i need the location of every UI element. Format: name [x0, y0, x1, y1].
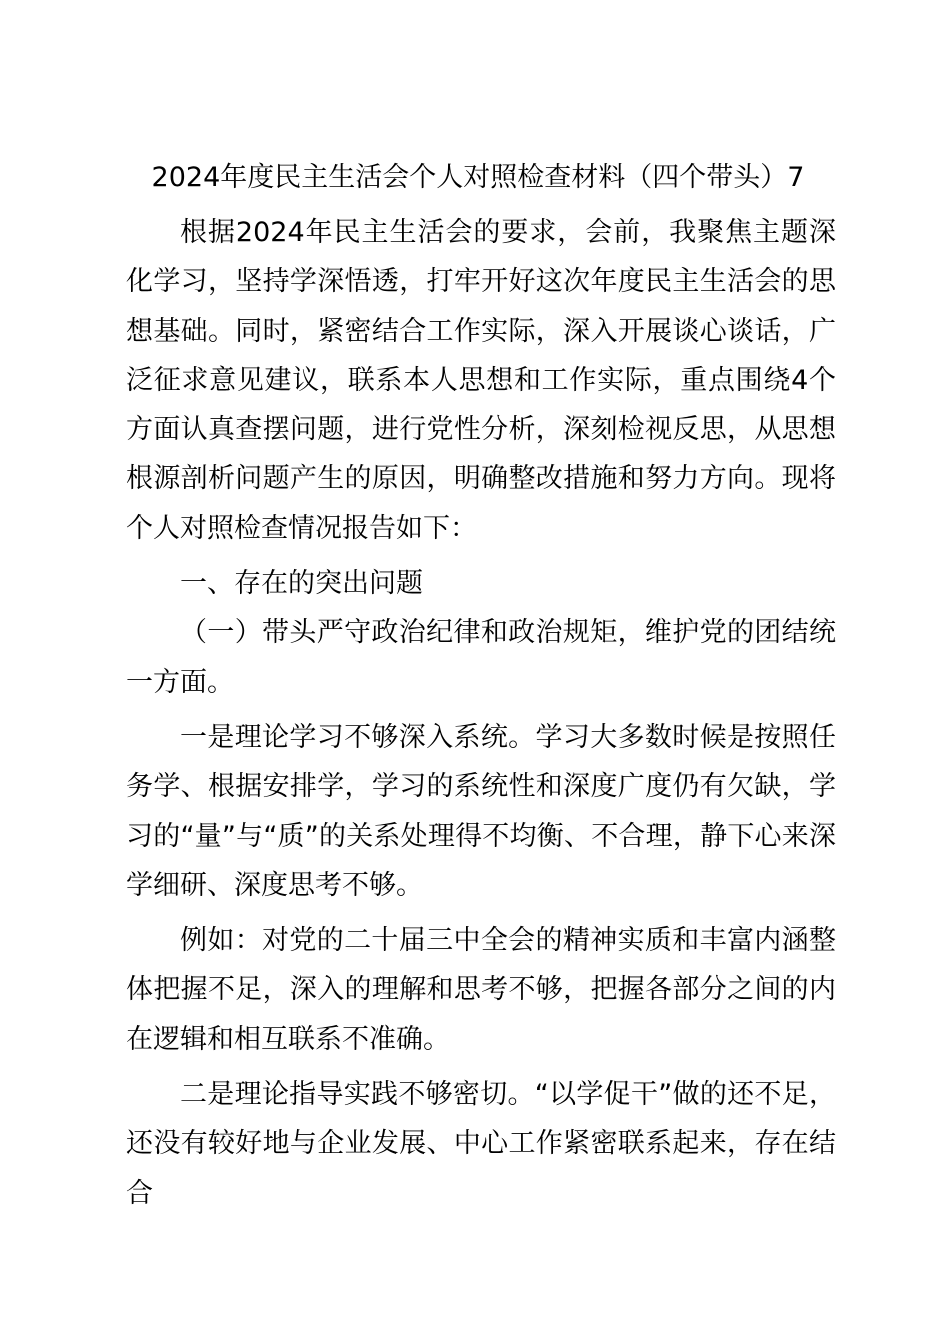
- example-paragraph: 例如：对党的二十届三中全会的精神实质和丰富内涵整体把握不足，深入的理解和思考不够，把握各部分之间的内在逻辑和相互联系不准确。: [126, 925, 836, 1055]
- document-body: [126, 208, 836, 1218]
- section-heading: 一、存在的突出问题: [180, 568, 423, 600]
- intro-paragraph: 根据2024年民主生活会的要求，会前，我聚焦主题深化学习，坚持学深悟透，打牢开好这次年度民主生活会的思想基础。同时，紧密结合工作实际，深入开展谈心谈话，广泛征求意见建议，联系本人思想和工作实际，重点围绕4个方面认真查摆问题，进行党性分析，深刻检视反思，从思想根源剖析问题产生的原因，明确整改措施和努力方向。现将个人对照检查情况报告如下：: [126, 217, 836, 544]
- body-paragraph: 一是理论学习不够深入系统。学习大多数时候是按照任务学、根据安排学，学习的系统性和深度广度仍有欠缺，学习的“量”与“质”的关系处理得不均衡、不合理，静下心来深学细研、深度思考不够。: [126, 721, 836, 901]
- subsection-heading: （一）带头严守政治纪律和政治规矩，维护党的团结统一方面。: [126, 617, 836, 698]
- document-title: 2024年度民主生活会个人对照检查材料（四个带头）7: [151, 162, 805, 193]
- body-paragraph: 二是理论指导实践不够密切。“以学促干”做的还不足，还没有较好地与企业发展、中心工作紧密联系起来，存在结合: [126, 1079, 836, 1209]
